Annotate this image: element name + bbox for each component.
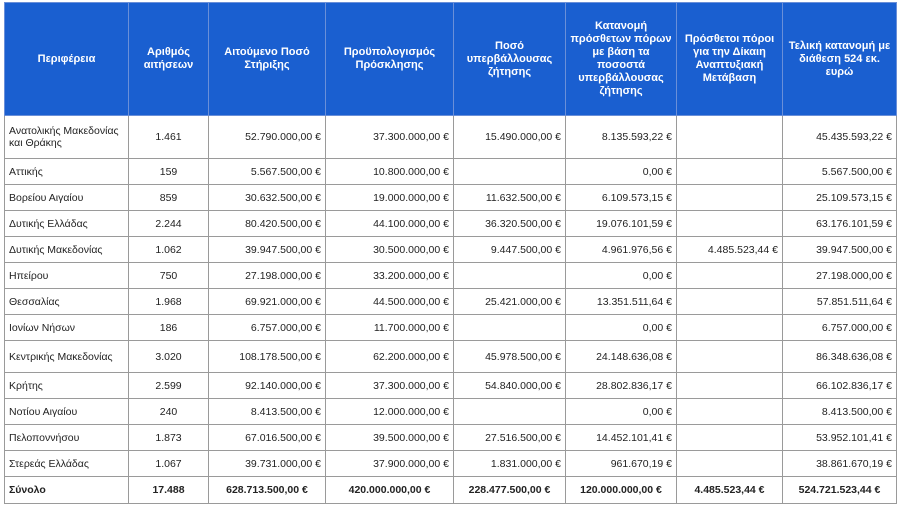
cell-jtm — [677, 341, 783, 373]
cell-applications: 3.020 — [129, 341, 209, 373]
table-row — [5, 341, 897, 373]
cell-jtm — [677, 289, 783, 315]
header-row — [5, 3, 897, 116]
cell-region: Πελοποννήσου — [5, 425, 129, 451]
cell-budget: 44.500.000,00 € — [326, 289, 454, 315]
cell-applications: 859 — [129, 185, 209, 211]
cell-allocation: 14.452.101,41 € — [566, 425, 677, 451]
header-allocation: Κατανομή πρόσθετων πόρων με βάση τα ποσοστά υπερβάλλουσας ζήτησης — [566, 3, 677, 116]
total-cell-applications: 17.488 — [129, 477, 209, 504]
cell-allocation: 24.148.636,08 € — [566, 341, 677, 373]
allocation-table-container — [4, 2, 897, 504]
cell-excess: 27.516.500,00 € — [454, 425, 566, 451]
cell-requested: 80.420.500,00 € — [209, 211, 326, 237]
total-cell-excess: 228.477.500,00 € — [454, 477, 566, 504]
cell-requested: 108.178.500,00 € — [209, 341, 326, 373]
cell-excess: 25.421.000,00 € — [454, 289, 566, 315]
cell-requested: 92.140.000,00 € — [209, 373, 326, 399]
cell-jtm — [677, 451, 783, 477]
cell-excess: 1.831.000,00 € — [454, 451, 566, 477]
cell-region: Νοτίου Αιγαίου — [5, 399, 129, 425]
cell-region: Θεσσαλίας — [5, 289, 129, 315]
table-row — [5, 159, 897, 185]
cell-final: 53.952.101,41 € — [783, 425, 897, 451]
cell-jtm — [677, 315, 783, 341]
cell-region: Κεντρικής Μακεδονίας — [5, 341, 129, 373]
total-cell-final: 524.721.523,44 € — [783, 477, 897, 504]
header-requested: Αιτούμενο Ποσό Στήριξης — [209, 3, 326, 116]
cell-region: Στερεάς Ελλάδας — [5, 451, 129, 477]
table-row — [5, 185, 897, 211]
cell-allocation: 6.109.573,15 € — [566, 185, 677, 211]
cell-final: 38.861.670,19 € — [783, 451, 897, 477]
cell-region: Ηπείρου — [5, 263, 129, 289]
table-row — [5, 315, 897, 341]
cell-final: 86.348.636,08 € — [783, 341, 897, 373]
cell-excess — [454, 399, 566, 425]
cell-excess: 54.840.000,00 € — [454, 373, 566, 399]
cell-requested: 39.731.000,00 € — [209, 451, 326, 477]
table-row — [5, 263, 897, 289]
cell-allocation: 0,00 € — [566, 399, 677, 425]
cell-budget: 39.500.000,00 € — [326, 425, 454, 451]
cell-budget: 62.200.000,00 € — [326, 341, 454, 373]
cell-requested: 39.947.500,00 € — [209, 237, 326, 263]
cell-applications: 1.873 — [129, 425, 209, 451]
cell-region: Ιονίων Νήσων — [5, 315, 129, 341]
cell-region: Βορείου Αιγαίου — [5, 185, 129, 211]
cell-allocation: 0,00 € — [566, 315, 677, 341]
cell-applications: 1.968 — [129, 289, 209, 315]
cell-applications: 159 — [129, 159, 209, 185]
cell-requested: 5.567.500,00 € — [209, 159, 326, 185]
cell-final: 27.198.000,00 € — [783, 263, 897, 289]
cell-allocation: 0,00 € — [566, 263, 677, 289]
header-final: Τελική κατανομή με διάθεση 524 εκ. ευρώ — [783, 3, 897, 116]
cell-final: 66.102.836,17 € — [783, 373, 897, 399]
cell-budget: 37.900.000,00 € — [326, 451, 454, 477]
table-row — [5, 211, 897, 237]
cell-applications: 2.244 — [129, 211, 209, 237]
total-cell-allocation: 120.000.000,00 € — [566, 477, 677, 504]
cell-excess — [454, 315, 566, 341]
cell-budget: 30.500.000,00 € — [326, 237, 454, 263]
header-excess: Ποσό υπερβάλλουσας ζήτησης — [454, 3, 566, 116]
cell-requested: 8.413.500,00 € — [209, 399, 326, 425]
cell-budget: 10.800.000,00 € — [326, 159, 454, 185]
cell-final: 6.757.000,00 € — [783, 315, 897, 341]
cell-region: Δυτικής Μακεδονίας — [5, 237, 129, 263]
table-row — [5, 425, 897, 451]
cell-final: 25.109.573,15 € — [783, 185, 897, 211]
cell-jtm: 4.485.523,44 € — [677, 237, 783, 263]
cell-applications: 2.599 — [129, 373, 209, 399]
header-jtm: Πρόσθετοι πόροι για την Δίκαιη Αναπτυξιακή Μετάβαση — [677, 3, 783, 116]
cell-budget: 19.000.000,00 € — [326, 185, 454, 211]
cell-region: Αττικής — [5, 159, 129, 185]
cell-budget: 11.700.000,00 € — [326, 315, 454, 341]
cell-allocation: 961.670,19 € — [566, 451, 677, 477]
cell-applications: 1.062 — [129, 237, 209, 263]
table-row — [5, 289, 897, 315]
cell-jtm — [677, 211, 783, 237]
cell-excess: 9.447.500,00 € — [454, 237, 566, 263]
cell-excess: 11.632.500,00 € — [454, 185, 566, 211]
allocation-table — [4, 2, 897, 504]
cell-allocation: 8.135.593,22 € — [566, 116, 677, 159]
cell-budget: 12.000.000,00 € — [326, 399, 454, 425]
cell-requested: 27.198.000,00 € — [209, 263, 326, 289]
cell-allocation: 13.351.511,64 € — [566, 289, 677, 315]
cell-requested: 6.757.000,00 € — [209, 315, 326, 341]
table-row — [5, 451, 897, 477]
cell-applications: 1.067 — [129, 451, 209, 477]
cell-allocation: 19.076.101,59 € — [566, 211, 677, 237]
cell-region: Κρήτης — [5, 373, 129, 399]
total-cell-requested: 628.713.500,00 € — [209, 477, 326, 504]
cell-applications: 240 — [129, 399, 209, 425]
cell-budget: 37.300.000,00 € — [326, 116, 454, 159]
table-row — [5, 399, 897, 425]
cell-requested: 30.632.500,00 € — [209, 185, 326, 211]
cell-excess: 15.490.000,00 € — [454, 116, 566, 159]
total-cell-budget: 420.000.000,00 € — [326, 477, 454, 504]
table-row — [5, 237, 897, 263]
total-row — [5, 477, 897, 504]
cell-budget: 37.300.000,00 € — [326, 373, 454, 399]
cell-excess — [454, 263, 566, 289]
cell-budget: 44.100.000,00 € — [326, 211, 454, 237]
cell-jtm — [677, 373, 783, 399]
cell-region: Ανατολικής Μακεδονίας και Θράκης — [5, 116, 129, 159]
cell-final: 45.435.593,22 € — [783, 116, 897, 159]
cell-jtm — [677, 263, 783, 289]
cell-excess: 36.320.500,00 € — [454, 211, 566, 237]
total-cell-region: Σύνολο — [5, 477, 129, 504]
cell-final: 39.947.500,00 € — [783, 237, 897, 263]
cell-jtm — [677, 185, 783, 211]
cell-applications: 750 — [129, 263, 209, 289]
table-row — [5, 373, 897, 399]
cell-excess — [454, 159, 566, 185]
cell-applications: 1.461 — [129, 116, 209, 159]
cell-final: 57.851.511,64 € — [783, 289, 897, 315]
header-budget: Προϋπολογισμός Πρόσκλησης — [326, 3, 454, 116]
cell-allocation: 0,00 € — [566, 159, 677, 185]
cell-jtm — [677, 399, 783, 425]
cell-final: 63.176.101,59 € — [783, 211, 897, 237]
cell-applications: 186 — [129, 315, 209, 341]
header-region: Περιφέρεια — [5, 3, 129, 116]
cell-final: 5.567.500,00 € — [783, 159, 897, 185]
cell-allocation: 28.802.836,17 € — [566, 373, 677, 399]
cell-requested: 52.790.000,00 € — [209, 116, 326, 159]
cell-excess: 45.978.500,00 € — [454, 341, 566, 373]
cell-requested: 69.921.000,00 € — [209, 289, 326, 315]
cell-budget: 33.200.000,00 € — [326, 263, 454, 289]
cell-allocation: 4.961.976,56 € — [566, 237, 677, 263]
cell-jtm — [677, 425, 783, 451]
table-row — [5, 116, 897, 159]
cell-jtm — [677, 159, 783, 185]
cell-final: 8.413.500,00 € — [783, 399, 897, 425]
cell-region: Δυτικής Ελλάδας — [5, 211, 129, 237]
total-cell-jtm: 4.485.523,44 € — [677, 477, 783, 504]
cell-requested: 67.016.500,00 € — [209, 425, 326, 451]
header-applications: Αριθμός αιτήσεων — [129, 3, 209, 116]
cell-jtm — [677, 116, 783, 159]
